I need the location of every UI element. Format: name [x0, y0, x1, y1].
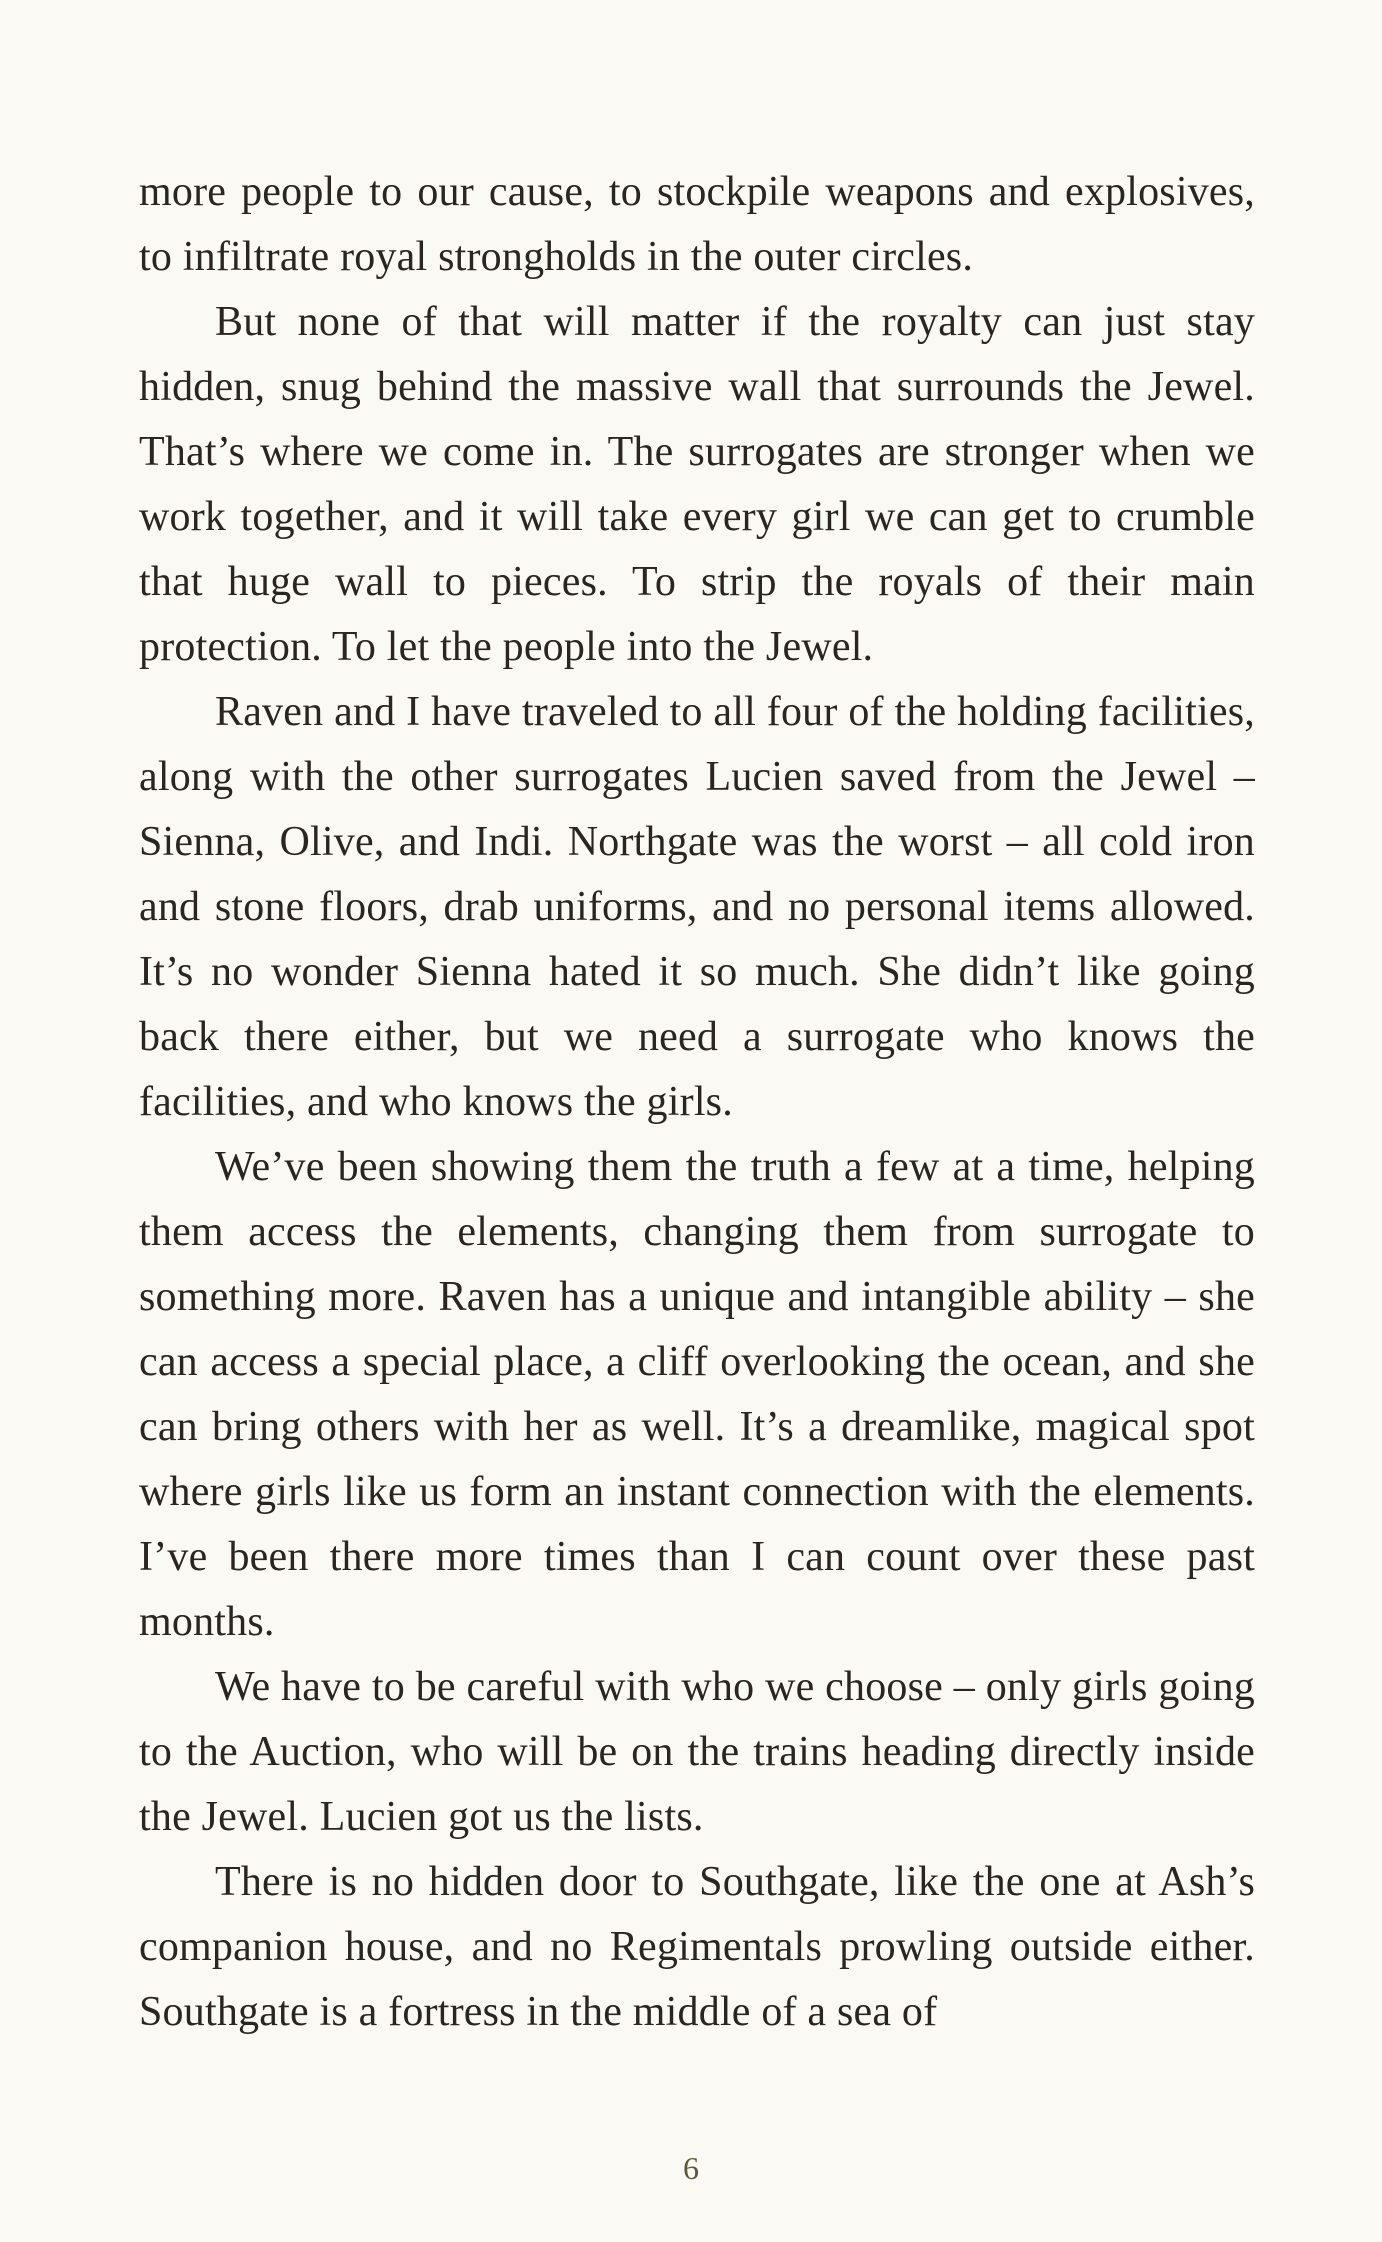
page-number: 6 — [683, 2150, 699, 2186]
paragraph-3: Raven and I have traveled to all four of the holding facilities, along with the other surrogates Lucien saved from the Jewel – Sienna, Olive, and Indi. Northgate was the worst – all cold iron and stone floors, drab uniforms, and no personal items allowed. It’s no wonder Sienna hated it so much. She didn’t like going back there either, but we need a surrogate who knows the facilities, and who knows the girls. — [139, 689, 1255, 1125]
paragraph-2: But none of that will matter if the royalty can just stay hidden, snug behind the massive wall that surrounds the Jewel. That’s where we come in. The surrogates are stronger when we work together, and it will take every girl we can get to crumble that huge wall to pieces. To strip the royals of their main protection. To let the people into the Jewel. — [139, 299, 1255, 670]
paragraph-1: more people to our cause, to stockpile weapons and explosives, to infiltrate royal strongholds in the outer circles. — [139, 169, 1255, 280]
paragraph-6: There is no hidden door to Southgate, like the one at Ash’s companion house, and no Regimentals prowling outside either. Southgate is a fortress in the middle of a sea of — [139, 1859, 1255, 2035]
paragraph-4: We’ve been showing them the truth a few at a time, helping them access the elements, changing them from surrogate to something more. Raven has a unique and intangible ability – she can access a special place, a cliff overlooking the ocean, and she can bring others with her as well. It’s a dreamlike, magical spot where girls like us form an instant connection with the elements. I’ve been there more times than I can count over these past months. — [139, 1144, 1255, 1645]
paragraph-5: We have to be careful with who we choose – only girls going to the Auction, who will be on the trains heading directly inside the Jewel. Lucien got us the lists. — [139, 1664, 1255, 1840]
page-body — [139, 160, 1255, 2045]
